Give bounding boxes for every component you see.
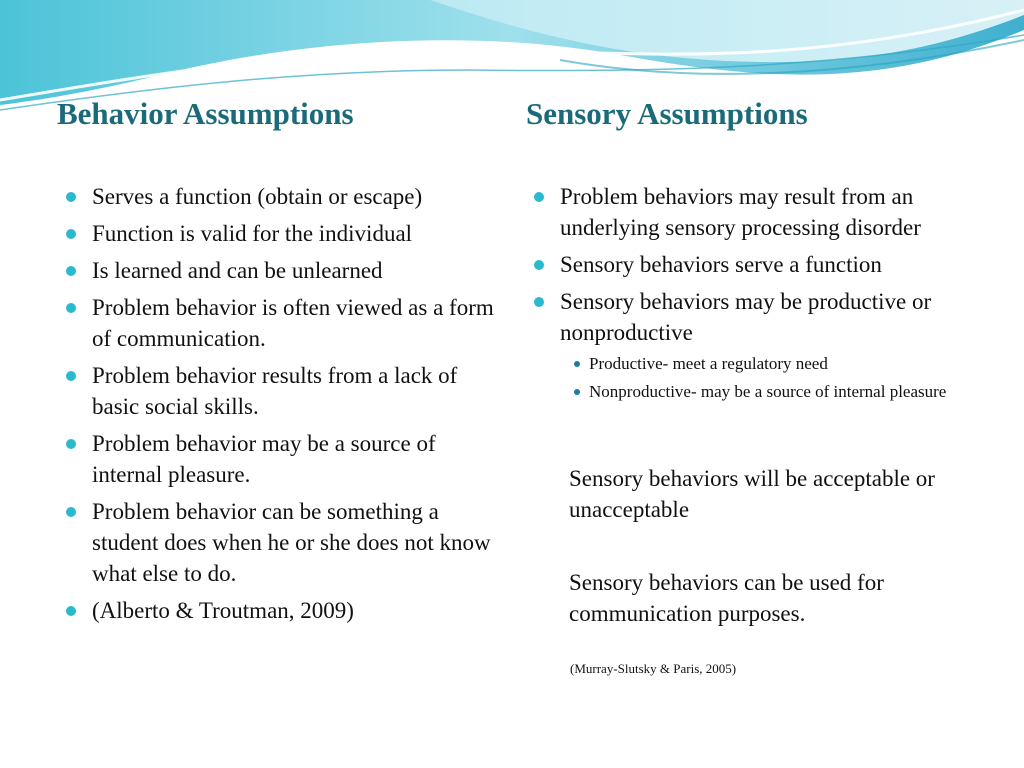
bullet-icon [66, 192, 76, 202]
list-item: Is learned and can be unlearned [66, 255, 496, 286]
list-item: Serves a function (obtain or escape) [66, 181, 496, 212]
list-item: Function is valid for the individual [66, 218, 496, 249]
list-item: Problem behavior results from a lack of basic social skills. [66, 360, 496, 422]
bullet-icon [66, 266, 76, 276]
bullet-icon [66, 439, 76, 449]
productive-sublist [560, 352, 954, 404]
bullet-icon [66, 507, 76, 517]
acceptable-paragraph: Sensory behaviors will be acceptable or unacceptable [569, 466, 935, 522]
bullet-icon [66, 303, 76, 313]
bullet-icon [534, 297, 544, 307]
list-item: Problem behaviors may result from an underlying sensory processing disorder [534, 181, 954, 243]
behavior-assumptions-title: Behavior Assumptions [57, 96, 354, 131]
citation: (Murray-Slutsky & Paris, 2005) [570, 661, 737, 676]
list-item: Sensory behaviors serve a function [534, 249, 954, 280]
bullet-icon [534, 260, 544, 270]
sub-list-item: Nonproductive- may be a source of internal pleasure [574, 380, 954, 404]
sensory-assumptions-title: Sensory Assumptions [526, 96, 808, 131]
sensory-assumptions-list [534, 181, 954, 410]
bullet-icon [534, 192, 544, 202]
communication-paragraph: Sensory behaviors can be used for communication purposes. [569, 570, 884, 626]
sub-bullet-icon [574, 361, 580, 367]
sub-list-item: Productive- meet a regulatory need [574, 352, 954, 376]
behavior-assumptions-list [66, 181, 496, 632]
sub-bullet-icon [574, 389, 580, 395]
list-item: (Alberto & Troutman, 2009) [66, 595, 496, 626]
bullet-icon [66, 606, 76, 616]
bullet-icon [66, 371, 76, 381]
list-item: Sensory behaviors may be productive or nonproductive Productive- meet a regulatory need Nonproductive- may be a source of internal pleasure [534, 286, 954, 404]
list-item: Problem behavior can be something a student does when he or she does not know what else to do. [66, 496, 496, 589]
list-item: Problem behavior is often viewed as a form of communication. [66, 292, 496, 354]
bullet-icon [66, 229, 76, 239]
list-item: Problem behavior may be a source of internal pleasure. [66, 428, 496, 490]
